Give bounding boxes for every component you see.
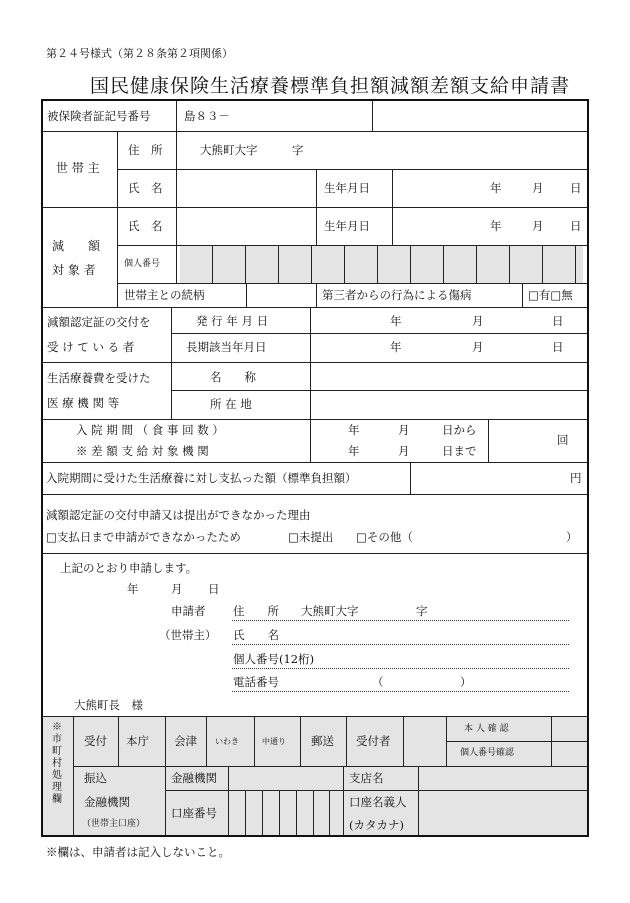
line-h [117,283,588,284]
line-h [42,131,588,132]
application-statement: 上記のとおり申請します。 [60,561,198,575]
digit-box-line [542,245,543,283]
hospital-note-label: ※ 差 額 支 給 対 象 機 関 [76,444,209,458]
issue-date-label: 発 行 年 月 日 [196,314,269,328]
insured-card-label: 被保険者証記号番号 [47,109,151,123]
digit-box-line [410,245,411,283]
phone-paren-close: ） [460,675,472,689]
line-v [228,766,229,836]
digit-box-line [575,245,576,283]
household-name-label: 氏 名 [128,181,163,195]
digit-box-line [509,245,510,283]
line-v [488,419,489,462]
office-bank-name: 金融機関 [171,771,217,785]
line-v [410,462,411,494]
address-underline [232,620,569,621]
period-to-month: 月 [398,444,410,458]
line-v [403,716,404,766]
account-digit-line [296,790,297,835]
phone-underline [232,691,569,692]
office-account-number: 口座番号 [171,806,217,820]
line-v [418,766,419,836]
office-holder-label: 口座名義人 [349,795,407,809]
line-v [346,716,347,766]
office-holder-kana: (カタカナ) [349,818,404,832]
office-received: 受付 [84,734,107,748]
office-identity-check: 本 人 確 認 [464,724,509,734]
target-dob-year: 年 [490,219,502,233]
line-h [42,494,588,495]
line-v [118,716,119,766]
line-h [171,390,588,391]
outer-border-right [587,99,589,837]
issue-month: 月 [472,314,484,328]
institution-name-label: 名 称 [210,370,256,384]
household-dob-label: 生年月日 [324,181,370,195]
application-month: 月 [171,582,183,596]
reason-close-paren: ） [566,530,578,544]
reason-option-not-submitted[interactable]: □未提出 [288,530,334,544]
outer-border-top [41,99,589,101]
digit-box-line [344,245,345,283]
line-h [117,245,588,246]
certificate-label-line2: 受 け て い る 者 [47,340,135,354]
hospital-period-label: 入 院 期 間 （ 食 事 回 数 ） [76,423,224,437]
line-h [42,716,588,717]
line-v [316,169,317,245]
target-dob-day: 日 [570,219,582,233]
office-my-number-check: 個人番号確認 [460,748,515,758]
account-digit-line [279,790,280,835]
certificate-label-line1: 減額認定証の交付を [47,315,151,329]
reason-option-other[interactable]: □その他（ [356,530,413,544]
household-dob-year: 年 [490,181,502,195]
line-h [42,307,588,308]
applicant-name-label: 氏 名 [233,628,279,642]
payment-unit: 円 [570,471,582,485]
insured-card-value[interactable]: 島８３－ [184,109,230,123]
line-h [42,207,588,208]
line-v [551,716,552,766]
line-v [176,101,177,131]
target-dob-month: 月 [532,219,544,233]
line-v [310,419,311,462]
addressee: 大熊町長 様 [74,698,143,712]
target-label-line1: 減 額 [52,239,101,253]
target-name-label: 氏 名 [128,219,163,233]
target-dob-label: 生年月日 [324,219,370,233]
relation-label: 世帯主との続柄 [124,288,205,302]
account-digit-line [329,790,330,835]
digit-box-line [443,245,444,283]
office-iwaki: いわき [215,737,239,746]
line-h [42,462,588,463]
applicant-label: 申請者 [171,604,206,618]
applicant-address-value[interactable]: 大熊町大字 字 [301,604,428,618]
long-term-month: 月 [472,340,484,354]
line-v [316,283,317,307]
account-digit-line [313,790,314,835]
office-mail: 郵送 [311,734,334,748]
applicant-phone-label: 電話番号 [233,675,279,689]
digit-box-line [311,245,312,283]
line-h [171,333,588,334]
household-head-label: 世 帯 主 [56,161,100,175]
name-underline [232,644,569,645]
digit-box-line [476,245,477,283]
line-v [392,169,393,245]
office-transfer: 振込 [84,771,107,785]
line-v [372,101,373,131]
line-v [171,307,172,419]
office-bank-label: 金融機関 [84,795,130,809]
line-v [522,283,523,307]
line-h [446,741,588,742]
period-from-label: 日から [442,423,477,437]
institution-label-line1: 生活療養費を受けた [47,371,151,385]
my-number-label: 個人番号 [124,259,161,269]
period-to-label: 日まで [442,444,477,458]
digit-box-line [278,245,279,283]
household-dob-day: 日 [570,181,582,195]
applicant-my-number-label: 個人番号(12桁) [233,652,315,666]
line-h [42,553,588,554]
line-v [165,716,166,836]
target-label-line2: 対 象 者 [52,263,96,277]
payment-label: 入院期間に受けた生活療養に対し支払った額（標準負担額） [46,471,357,485]
account-digit-line [262,790,263,835]
office-side-label: ※市町村処理欄 [52,722,62,805]
phone-paren-open: （ [372,675,384,689]
reason-title: 減額認定証の交付申請又は提出ができなかった理由 [46,508,311,522]
digit-box-line [377,245,378,283]
period-from-month: 月 [398,423,410,437]
office-receiver: 受付者 [356,734,391,748]
reason-option-deadline[interactable]: □支払日まで申請ができなかったため [46,530,241,544]
household-address-value[interactable]: 大熊町大字 字 [200,143,304,157]
line-v [254,716,255,766]
institution-location-label: 所 在 地 [210,397,252,411]
period-from-year: 年 [348,423,360,437]
line-v [343,766,344,836]
period-to-year: 年 [348,444,360,458]
outer-border-left [41,99,43,837]
applicant-sub-label: （世帯主） [159,628,217,642]
line-v [117,131,118,307]
long-term-date-label: 長期該当年月日 [186,340,267,354]
office-nakadori: 中通り [262,737,286,746]
long-term-year: 年 [390,340,402,354]
line-h [42,362,588,363]
outer-border-bottom [41,835,589,837]
application-year: 年 [127,582,139,596]
household-dob-month: 月 [532,181,544,195]
line-v [73,716,74,836]
institution-label-line2: 医 療 機 関 等 [47,396,120,410]
household-address-label: 住 所 [128,143,163,157]
issue-year: 年 [390,314,402,328]
line-v [246,283,247,307]
long-term-day: 日 [552,340,564,354]
office-bank-sub-label: （世帯主口座） [82,819,146,829]
account-digit-line [245,790,246,835]
my-number-shade [180,246,583,283]
office-aizu: 会津 [174,734,197,748]
footer-note: ※欄は、申請者は記入しないこと。 [46,845,230,859]
line-h [42,419,588,420]
office-branch-name: 支店名 [349,771,384,785]
form-number: 第２４号様式（第２８条第２項関係） [46,47,233,60]
third-party-label: 第三者からの行為による傷病 [322,288,472,302]
page-title: 国民健康保険生活療養標準負担額減額差額支給申請書 [90,75,571,97]
line-v [206,716,207,766]
digit-box-line [245,245,246,283]
line-v [446,716,447,766]
digit-box-line [212,245,213,283]
line-h [117,169,588,170]
applicant-address-label: 住 所 [233,604,279,618]
application-day: 日 [208,582,220,596]
my-number-underline [232,668,569,669]
third-party-checkboxes[interactable]: □有□無 [528,288,573,302]
line-v [300,716,301,766]
line-h [73,766,588,767]
meal-count-unit: 回 [557,433,569,447]
line-v [310,307,311,419]
issue-day: 日 [552,314,564,328]
office-main: 本庁 [126,734,149,748]
